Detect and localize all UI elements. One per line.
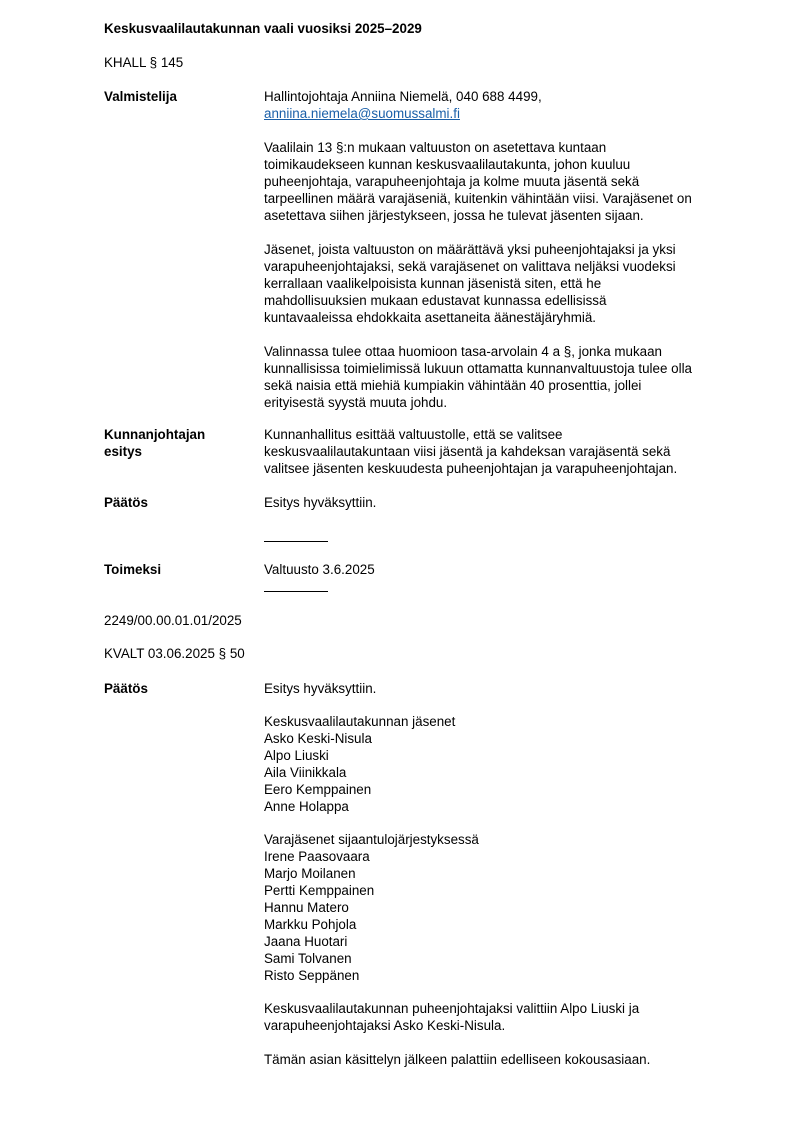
document-title: Keskusvaalilautakunnan vaali vuosiksi 2025–2029 [104,21,422,36]
toimeksi-text: Valtuusto 3.6.2025 [264,562,375,577]
valmistelija-email-line [264,105,460,122]
paragraph-line: Vaalilain 13 §:n mukaan valtuuston on asetettava kuntaan [264,140,607,155]
paatos-label: Päätös [104,495,148,510]
separator-line [264,591,328,592]
paragraph-line: Valinnassa tulee ottaa huomioon tasa-arvolain 4 a §, jonka mukaan [264,344,663,359]
diary-number: 2249/00.00.01.01/2025 [104,613,242,628]
paragraph-line: tarpeellinen määrä varajäseniä, kuitenkin vähintään viisi. Varajäsenet on [264,191,692,206]
esitys-label-line1: Kunnanjohtajan [104,427,206,442]
esitys-label-line2: esitys [104,444,142,459]
separator-line [264,541,328,542]
valmistelija-text: Hallintojohtaja Anniina Niemelä, 040 688 4499, [264,89,542,104]
deputy-name: Irene Paasovaara [264,849,370,864]
paatos-text: Esitys hyväksyttiin. [264,681,377,696]
paatos-text: Esitys hyväksyttiin. [264,495,377,510]
deputy-name: Pertti Kemppainen [264,883,375,898]
deputy-name: Marjo Moilanen [264,866,356,881]
khall-reference: KHALL § 145 [104,55,184,70]
paragraph-line: puheenjohtaja, varapuheenjohtaja ja kolme muuta jäsentä sekä [264,174,640,189]
paragraph-line: varapuheenjohtajaksi, sekä varajäsenet on valittava neljäksi vuodeksi [264,259,676,274]
member-name: Alpo Liuski [264,748,329,763]
paragraph-line: toimikaudekseen kunnan keskusvaalilautakunta, johon kuuluu [264,157,631,172]
member-name: Eero Kemppainen [264,782,372,797]
valmistelija-label: Valmistelija [104,89,177,104]
esitys-line: Kunnanhallitus esittää valtuustolle, että se valitsee [264,427,563,442]
paatos-label: Päätös [104,681,148,696]
esitys-line: keskusvaalilautakuntaan viisi jäsentä ja kahdeksan varajäsentä sekä [264,444,671,459]
paragraph-line: mahdollisuuksien mukaan edustavat kunnassa edellisissä [264,293,607,308]
paragraph-line: asetettava siihen järjestykseen, jossa he tulevat jäsenten sijaan. [264,208,644,223]
paragraph-line: sekä naisia että miehiä kumpiakin vähintään 40 prosenttia, jollei [264,378,642,393]
member-name: Asko Keski-Nisula [264,731,372,746]
deputy-name: Jaana Huotari [264,934,348,949]
member-name: Anne Holappa [264,799,349,814]
chairs-line: Keskusvaalilautakunnan puheenjohtajaksi valittiin Alpo Liuski ja [264,1001,640,1016]
esitys-line: valitsee jäsenten keskuudesta puheenjohtajan ja varapuheenjohtajan. [264,461,678,476]
chairs-line: varapuheenjohtajaksi Asko Keski-Nisula. [264,1018,506,1033]
deputy-name: Hannu Matero [264,900,349,915]
paragraph-line: kerrallaan vaalikelpoisista kunnan jäsenistä siten, että he [264,276,602,291]
paragraph-line: kunnallisissa toimielimissä lukuun ottamatta kunnanvaltuustoja tulee olla [264,361,692,376]
deputies-heading: Varajäsenet sijaantulojärjestyksessä [264,832,479,847]
kvalt-reference: KVALT 03.06.2025 § 50 [104,646,245,661]
closing-line: Tämän asian käsittelyn jälkeen palattiin edelliseen kokousasiaan. [264,1052,651,1067]
paragraph-line: Jäsenet, joista valtuuston on määrättävä yksi puheenjohtajaksi ja yksi [264,242,676,257]
valmistelija-email-link[interactable]: anniina.niemela@suomussalmi.fi [264,106,460,121]
paragraph-line: erityisestä syystä muuta johdu. [264,395,448,410]
paragraph-line: kuntavaaleissa ehdokkaita asettaneita äänestäjäryhmiä. [264,310,597,325]
member-name: Aila Viinikkala [264,765,347,780]
deputy-name: Sami Tolvanen [264,951,352,966]
deputy-name: Risto Seppänen [264,968,360,983]
members-heading: Keskusvaalilautakunnan jäsenet [264,714,456,729]
deputy-name: Markku Pohjola [264,917,357,932]
toimeksi-label: Toimeksi [104,562,162,577]
